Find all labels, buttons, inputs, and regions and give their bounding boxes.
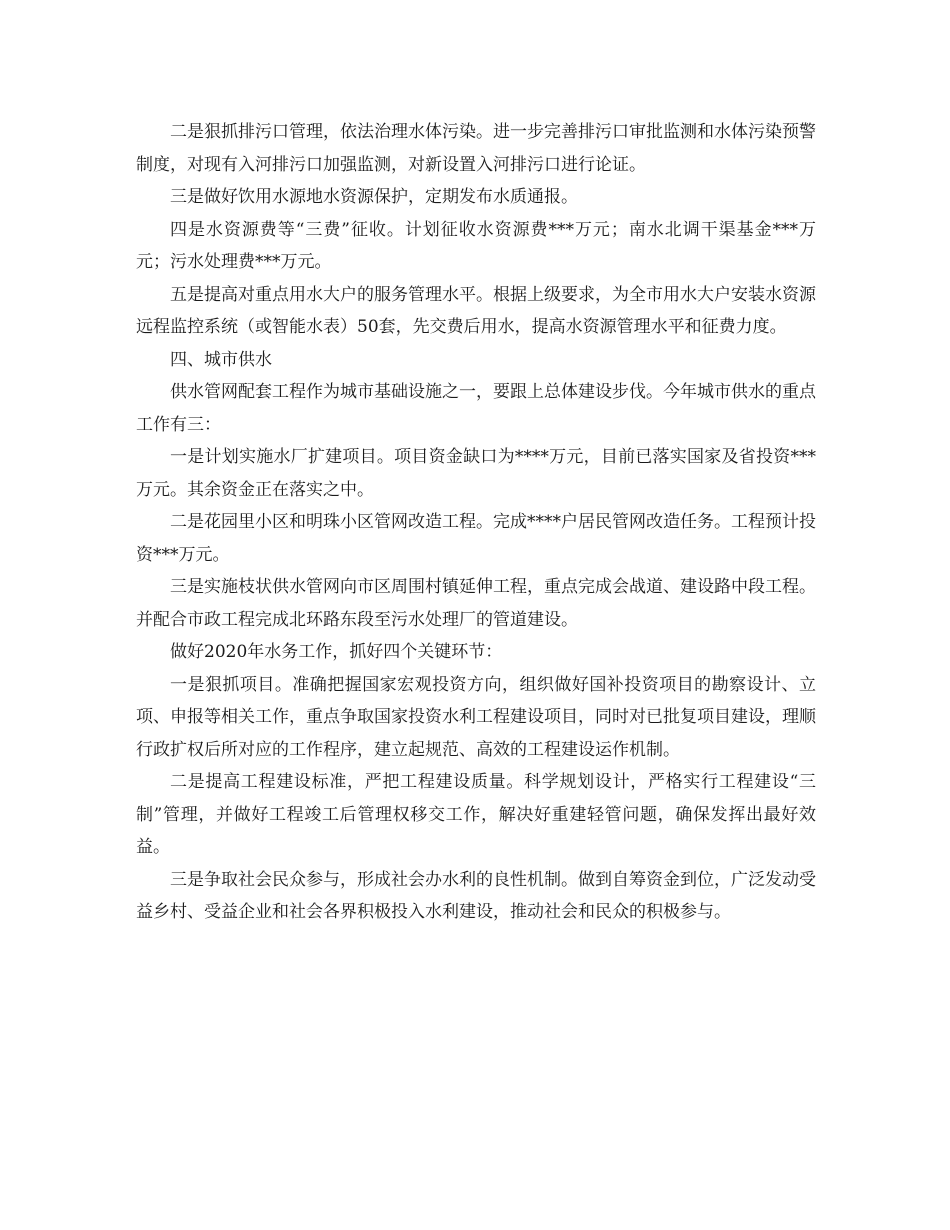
- paragraph: 二是狠抓排污口管理，依法治理水体污染。进一步完善排污口审批监测和水体污染预警制度，对现有入河排污口加强监测，对新设置入河排污口进行论证。: [136, 122, 816, 175]
- paragraph: 三是做好饮用水源地水资源保护，定期发布水质通报。: [170, 187, 578, 207]
- paragraph: 二是提高工程建设标准，严把工程建设质量。科学规划设计，严格实行工程建设“三制”管理，并做好工程竣工后管理权移交工作，解决好重建轻管问题，确保发挥出最好效益。: [136, 772, 816, 857]
- section-heading: 四、城市供水: [170, 349, 272, 370]
- paragraph: 一是计划实施水厂扩建项目。项目资金缺口为****万元，目前已落实国家及省投资***万元。其余资金正在落实之中。: [136, 447, 816, 500]
- document-body: [136, 116, 816, 929]
- paragraph: 做好2020年水务工作，抓好四个关键环节：: [170, 642, 503, 662]
- paragraph: 五是提高对重点用水大户的服务管理水平。根据上级要求，为全市用水大户安装水资源远程监控系统（或智能水表）50套，先交费后用水，提高水资源管理水平和征费力度。: [136, 284, 816, 337]
- paragraph: 四是水资源费等“三费”征收。计划征收水资源费***万元；南水北调干渠基金***万元；污水处理费***万元。: [136, 219, 816, 272]
- paragraph: 一是狠抓项目。准确把握国家宏观投资方向，组织做好国补投资项目的勘察设计、立项、申报等相关工作，重点争取国家投资水利工程建设项目，同时对已批复项目建设，理顺行政扩权后所对应的工作程序，建立起规范、高效的工程建设运作机制。: [136, 674, 816, 760]
- paragraph: 供水管网配套工程作为城市基础设施之一，要跟上总体建设步伐。今年城市供水的重点工作有三：: [136, 382, 816, 435]
- paragraph: 三是争取社会民众参与，形成社会办水利的良性机制。做到自筹资金到位，广泛发动受益乡村、受益企业和社会各界积极投入水利建设，推动社会和民众的积极参与。: [136, 869, 816, 922]
- paragraph: 二是花园里小区和明珠小区管网改造工程。完成****户居民管网改造任务。工程预计投资***万元。: [136, 512, 816, 565]
- paragraph: 三是实施枝状供水管网向市区周围村镇延伸工程，重点完成会战道、建设路中段工程。并配合市政工程完成北环路东段至污水处理厂的管道建设。: [136, 577, 816, 630]
